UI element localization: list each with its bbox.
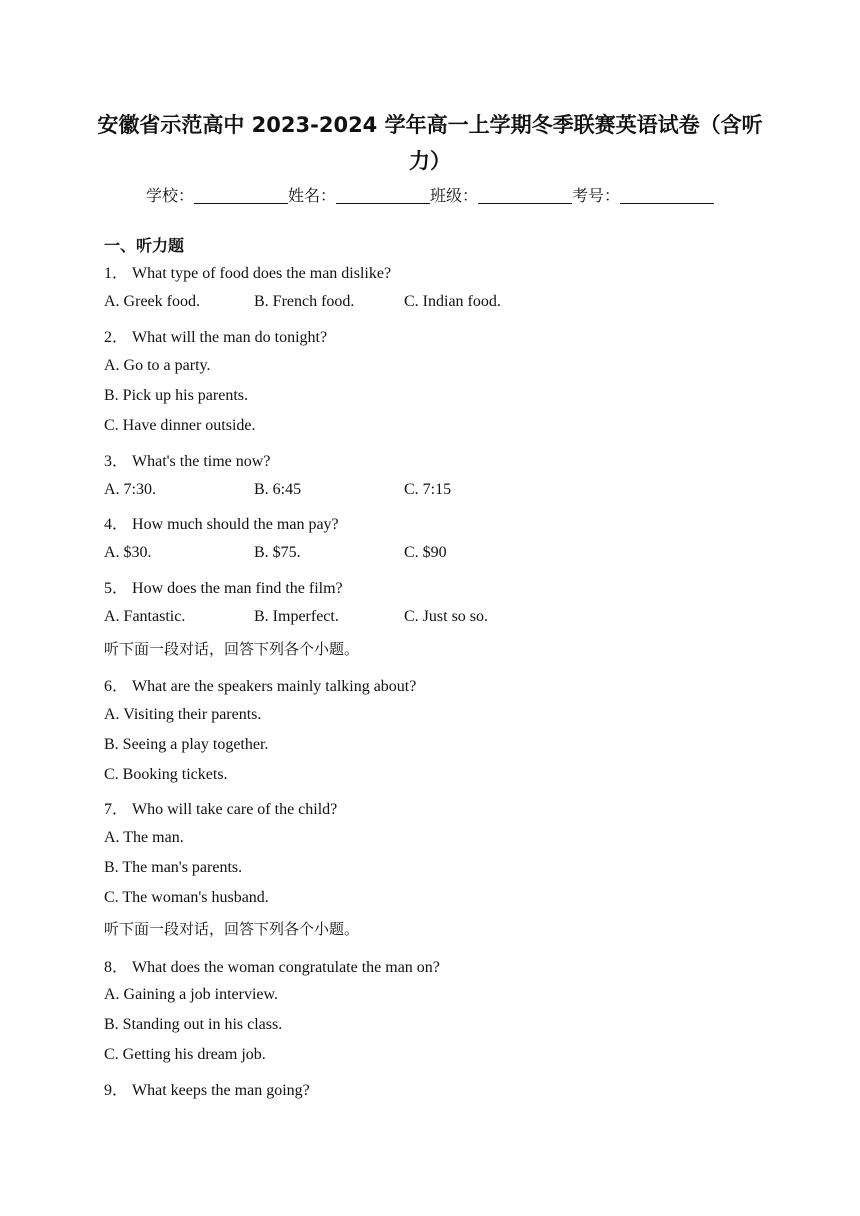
name-label: 姓名： <box>287 186 336 205</box>
q6-option-a: A. Visiting their parents. <box>104 706 262 723</box>
q7-option-b: B. The man's parents. <box>104 859 243 876</box>
school-blank[interactable] <box>194 187 288 204</box>
question-text: How much should the man pay? <box>132 516 339 533</box>
q3-option-c: C. 7:15 <box>404 481 452 498</box>
question-number: 5． <box>104 580 129 597</box>
question-number: 8． <box>104 959 129 976</box>
question-text: Who will take care of the child? <box>132 801 338 818</box>
q5-option-c: C. Just so so. <box>404 608 489 625</box>
q2-option-c: C. Have dinner outside. <box>104 417 256 434</box>
school-label: 学校： <box>145 186 194 205</box>
q5-option-a: A. Fantastic. <box>104 608 186 625</box>
q2-option-a: A. Go to a party. <box>104 357 211 374</box>
q7-option-c: C. The woman's husband. <box>104 889 269 906</box>
q8-option-a: A. Gaining a job interview. <box>104 986 279 1003</box>
question-number: 2． <box>104 329 129 346</box>
question-8 <box>104 954 440 977</box>
name-blank[interactable] <box>336 187 430 204</box>
q4-option-a: A. $30. <box>104 544 152 561</box>
q6-option-b: B. Seeing a play together. <box>104 736 269 753</box>
q4-option-c: C. $90 <box>404 544 447 561</box>
exam-title-line-1: 安徽省示范高中 2023-2024 学年高一上学期冬季联赛英语试卷（含听 <box>97 113 763 137</box>
q8-option-c: C. Getting his dream job. <box>104 1046 266 1063</box>
question-text: How does the man find the film? <box>132 580 343 597</box>
class-label: 班级： <box>430 186 479 205</box>
question-5 <box>104 575 343 598</box>
question-text: What does the woman congratulate the man on? <box>132 959 440 976</box>
exam-number-label: 考号： <box>572 186 621 205</box>
exam-number-blank[interactable] <box>620 187 714 204</box>
instruction-1: 听下面一段对话，回答下列各个小题。 <box>104 640 360 658</box>
question-number: 9． <box>104 1082 129 1099</box>
question-number: 6． <box>104 678 129 695</box>
question-2 <box>104 324 327 347</box>
q3-option-b: B. 6:45 <box>254 481 302 498</box>
student-info-row <box>0 183 860 206</box>
question-6 <box>104 673 416 696</box>
exam-title-line-2: 力） <box>409 149 451 173</box>
q4-option-b: B. $75. <box>254 544 301 561</box>
question-text: What keeps the man going? <box>132 1082 310 1099</box>
q5-option-b: B. Imperfect. <box>254 608 339 625</box>
question-text: What type of food does the man dislike? <box>132 265 392 282</box>
question-text: What's the time now? <box>132 453 271 470</box>
question-number: 7． <box>104 801 129 818</box>
q1-option-b: B. French food. <box>254 293 355 310</box>
section-title: 一、听力题 <box>104 236 185 255</box>
q7-option-a: A. The man. <box>104 829 184 846</box>
question-3 <box>104 448 270 471</box>
class-blank[interactable] <box>478 187 572 204</box>
question-9 <box>104 1077 310 1100</box>
question-number: 4． <box>104 516 129 533</box>
q2-option-b: B. Pick up his parents. <box>104 387 248 404</box>
question-number: 1． <box>104 265 129 282</box>
question-1 <box>104 260 391 283</box>
question-text: What will the man do tonight? <box>132 329 328 346</box>
question-4 <box>104 511 339 534</box>
instruction-2: 听下面一段对话，回答下列各个小题。 <box>104 920 360 938</box>
q6-option-c: C. Booking tickets. <box>104 766 228 783</box>
question-7 <box>104 796 337 819</box>
q8-option-b: B. Standing out in his class. <box>104 1016 283 1033</box>
q1-option-a: A. Greek food. <box>104 293 200 310</box>
q1-option-c: C. Indian food. <box>404 293 501 310</box>
question-number: 3． <box>104 453 129 470</box>
question-text: What are the speakers mainly talking about? <box>132 678 417 695</box>
q3-option-a: A. 7:30. <box>104 481 156 498</box>
